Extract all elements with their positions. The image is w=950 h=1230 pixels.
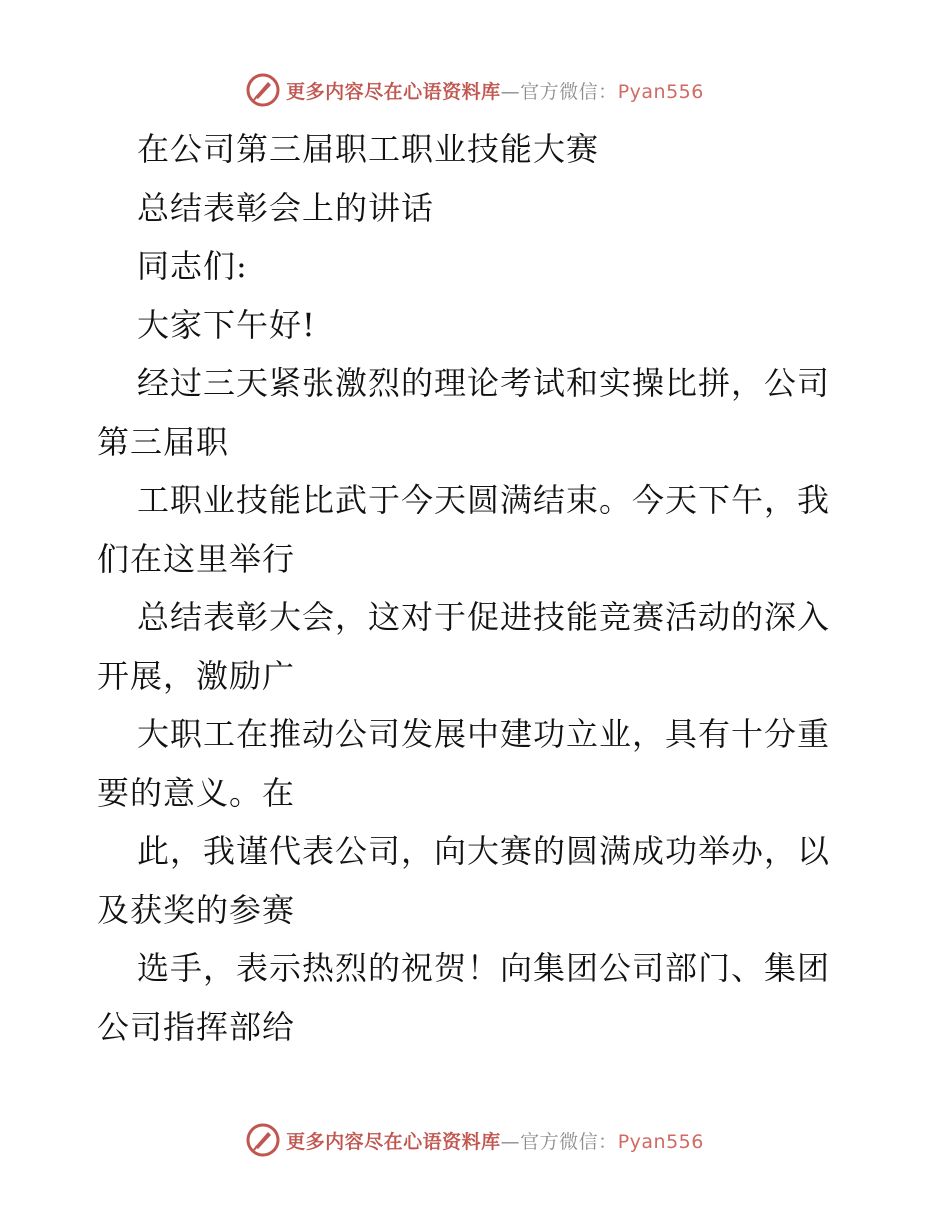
quill-seal-icon	[246, 73, 280, 107]
watermark-brand: 更多内容尽在心语资料库	[286, 80, 501, 103]
document-line: 们在这里举行	[97, 539, 296, 578]
watermark-text	[286, 77, 704, 104]
document-line: 总结表彰大会，这对于促进技能竞赛活动的深入	[137, 598, 831, 636]
document-line: 要的意义。在	[97, 773, 296, 812]
watermark-wechat-id: Pyan556	[617, 1130, 704, 1153]
document-line: 此，我谨代表公司，向大赛的圆满成功举办，以	[137, 832, 831, 870]
document-line: 大家下午好!	[137, 305, 316, 344]
watermark-wechat-label: 官方微信：	[520, 80, 618, 103]
document-line: 开展，激励广	[97, 656, 296, 695]
document-line: 工职业技能比武于今天圆满结束。今天下午，我	[137, 481, 831, 519]
watermark-text	[286, 1127, 704, 1154]
document-line: 在公司第三届职工职业技能大赛	[137, 130, 600, 168]
watermark-brand: 更多内容尽在心语资料库	[286, 1130, 501, 1153]
quill-seal-icon	[246, 1123, 280, 1157]
document-line: 经过三天紧张激烈的理论考试和实操比拼，公司	[137, 364, 831, 402]
header-watermark	[0, 70, 950, 110]
document-line: 公司指挥部给	[97, 1007, 296, 1046]
document-line: 及获奖的参赛	[97, 890, 296, 929]
document-line: 同志们:	[137, 247, 248, 285]
document-line: 选手，表示热烈的祝贺！向集团公司部门、集团	[137, 949, 831, 987]
document-body	[97, 120, 857, 1056]
document-line: 总结表彰会上的讲话	[137, 188, 435, 227]
watermark-separator: —	[500, 1130, 521, 1153]
watermark-separator: —	[500, 80, 521, 103]
document-line: 大职工在推动公司发展中建功立业，具有十分重	[137, 715, 831, 753]
footer-watermark	[0, 1120, 950, 1160]
watermark-wechat-id: Pyan556	[617, 80, 704, 103]
document-line: 第三届职	[97, 422, 230, 461]
watermark-wechat-label: 官方微信：	[520, 1130, 618, 1153]
